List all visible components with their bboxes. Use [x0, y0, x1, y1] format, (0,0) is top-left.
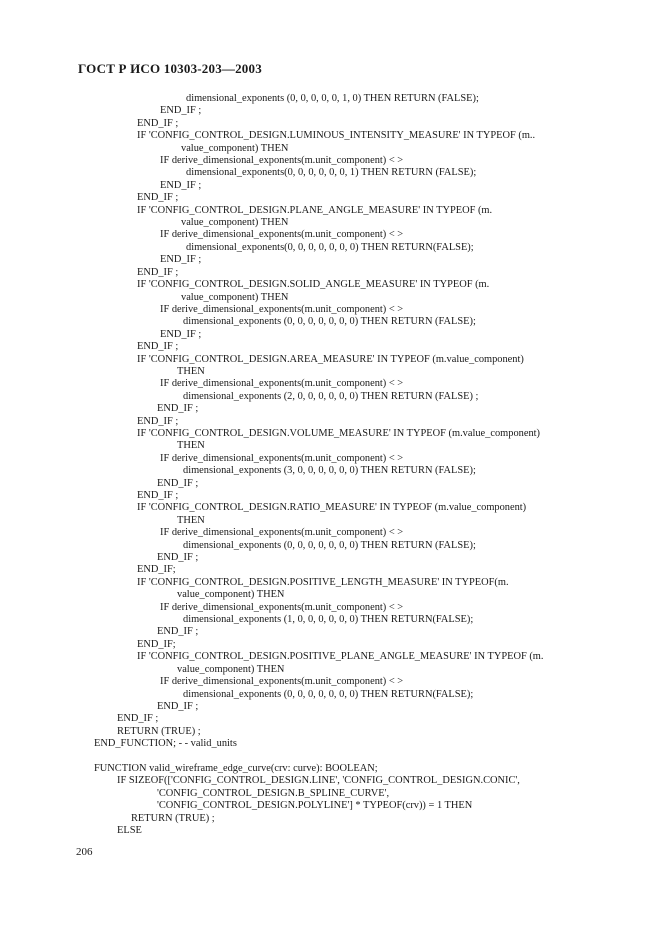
code-line — [0, 552, 661, 564]
code-line-text: END_IF ; — [157, 403, 199, 415]
code-line — [0, 180, 661, 192]
code-line-text: END_IF ; — [157, 477, 199, 489]
code-line — [0, 354, 661, 366]
code-line — [0, 130, 661, 142]
code-line — [0, 589, 661, 601]
code-line-text: END_IF ; — [160, 179, 202, 191]
code-line — [0, 689, 661, 701]
code-line — [0, 651, 661, 663]
code-line-text: END_IF ; — [157, 700, 199, 712]
code-line — [0, 292, 661, 304]
code-line — [0, 267, 661, 279]
code-line-text: END_IF ; — [160, 254, 202, 266]
code-line-text: IF derive_dimensional_exponents(m.unit_component) < > — [160, 527, 404, 539]
code-line-text: value_component) THEN — [177, 663, 285, 675]
code-line-text: IF 'CONFIG_CONTROL_DESIGN.RATIO_MEASURE' IN TYPEOF (m.value_component) — [137, 502, 527, 514]
code-line-text: IF 'CONFIG_CONTROL_DESIGN.LUMINOUS_INTENSITY_MEASURE' IN TYPEOF (m.. — [137, 130, 536, 142]
code-line — [0, 316, 661, 328]
code-line-text: dimensional_exponents (0, 0, 0, 0, 0, 1, 0) THEN RETURN (FALSE); — [186, 93, 479, 104]
code-line-text: value_component) THEN — [181, 217, 289, 229]
code-line — [0, 279, 661, 291]
code-line-text: END_FUNCTION; - - valid_units — [94, 738, 237, 750]
code-line-text: THEN — [177, 365, 205, 377]
code-line-text: END_IF ; — [157, 552, 199, 564]
code-line-text: FUNCTION valid_wireframe_edge_curve(crv: curve): BOOLEAN; — [94, 762, 378, 774]
code-line-text: IF 'CONFIG_CONTROL_DESIGN.VOLUME_MEASURE' IN TYPEOF (m.value_component) — [137, 427, 540, 439]
code-line — [0, 515, 661, 527]
code-line — [0, 713, 661, 725]
code-line — [0, 428, 661, 440]
code-line-text: THEN — [177, 440, 205, 452]
code-line-text: dimensional_exponents (0, 0, 0, 0, 0, 0, 0) THEN RETURN (FALSE); — [183, 316, 476, 328]
code-line-text: IF derive_dimensional_exponents(m.unit_component) < > — [160, 303, 404, 315]
code-line — [0, 440, 661, 452]
code-line — [0, 254, 661, 266]
code-line-text: IF SIZEOF(['CONFIG_CONTROL_DESIGN.LINE', 'CONFIG_CONTROL_DESIGN.CONIC', — [117, 775, 520, 787]
code-line-text: END_IF ; — [117, 713, 159, 725]
code-line — [0, 490, 661, 502]
code-line — [0, 155, 661, 167]
code-line — [0, 143, 661, 155]
code-line-text: dimensional_exponents (3, 0, 0, 0, 0, 0, 0) THEN RETURN (FALSE); — [183, 465, 476, 477]
code-line — [0, 304, 661, 316]
page-number: 206 — [76, 846, 93, 858]
code-line — [0, 763, 661, 775]
code-line — [0, 242, 661, 254]
code-line — [0, 788, 661, 800]
code-line — [0, 167, 661, 179]
code-line — [0, 453, 661, 465]
code-line — [0, 205, 661, 217]
code-line-text: dimensional_exponents (1, 0, 0, 0, 0, 0, 0) THEN RETURN(FALSE); — [183, 614, 474, 626]
code-line-text: IF derive_dimensional_exponents(m.unit_component) < > — [160, 452, 404, 464]
code-listing — [0, 93, 661, 837]
code-line-text: END_IF ; — [137, 415, 179, 427]
code-line-text: dimensional_exponents(0, 0, 0, 0, 0, 0, 0) THEN RETURN(FALSE); — [186, 241, 474, 253]
code-line — [0, 813, 661, 825]
code-line — [0, 540, 661, 552]
code-line-text: END_IF; — [137, 564, 176, 576]
code-line — [0, 602, 661, 614]
code-line — [0, 118, 661, 130]
code-line-text: IF derive_dimensional_exponents(m.unit_component) < > — [160, 676, 404, 688]
code-line-text: 'CONFIG_CONTROL_DESIGN.B_SPLINE_CURVE', — [157, 787, 390, 799]
code-line-text: value_component) THEN — [177, 589, 285, 601]
code-line — [0, 564, 661, 576]
code-line-text: 'CONFIG_CONTROL_DESIGN.POLYLINE'] * TYPEOF(crv)) = 1 THEN — [157, 800, 473, 812]
code-line — [0, 577, 661, 589]
code-line — [0, 465, 661, 477]
code-line-text: IF 'CONFIG_CONTROL_DESIGN.PLANE_ANGLE_MEASURE' IN TYPEOF (m. — [137, 204, 493, 216]
code-line — [0, 639, 661, 651]
code-line-text: dimensional_exponents(0, 0, 0, 0, 0, 0, 1) THEN RETURN (FALSE); — [186, 167, 477, 179]
code-line-text: END_IF; — [137, 638, 176, 650]
code-line-text: THEN — [177, 514, 205, 526]
code-line-text: IF derive_dimensional_exponents(m.unit_component) < > — [160, 229, 404, 241]
code-line — [0, 93, 661, 105]
code-line-text: value_component) THEN — [181, 142, 289, 154]
code-line — [0, 701, 661, 713]
code-line-text: ELSE — [117, 824, 142, 836]
code-line-text: IF 'CONFIG_CONTROL_DESIGN.AREA_MEASURE' IN TYPEOF (m.value_component) — [137, 353, 524, 365]
code-line — [0, 626, 661, 638]
code-line — [0, 751, 661, 763]
code-line-text: dimensional_exponents (0, 0, 0, 0, 0, 0, 0) THEN RETURN(FALSE); — [183, 688, 474, 700]
code-line — [0, 229, 661, 241]
code-line-text: RETURN (TRUE) ; — [131, 812, 215, 824]
code-line-text: END_IF ; — [137, 117, 179, 129]
code-line — [0, 341, 661, 353]
code-line-text: IF derive_dimensional_exponents(m.unit_component) < > — [160, 378, 404, 390]
code-line-text: IF derive_dimensional_exponents(m.unit_component) < > — [160, 155, 404, 167]
code-line — [0, 391, 661, 403]
code-line — [0, 403, 661, 415]
code-line-text: IF 'CONFIG_CONTROL_DESIGN.POSITIVE_LENGTH_MEASURE' IN TYPEOF(m. — [137, 576, 509, 588]
code-line — [0, 217, 661, 229]
code-line — [0, 527, 661, 539]
code-line-text: END_IF ; — [160, 328, 202, 340]
code-line — [0, 825, 661, 837]
code-line — [0, 800, 661, 812]
code-line-text: END_IF ; — [137, 341, 179, 353]
code-line — [0, 775, 661, 787]
code-line — [0, 664, 661, 676]
code-line-text: END_IF ; — [137, 192, 179, 204]
code-line-text: IF 'CONFIG_CONTROL_DESIGN.POSITIVE_PLANE_ANGLE_MEASURE' IN TYPEOF (m. — [137, 651, 544, 663]
document-header: ГОСТ Р ИСО 10303-203—2003 — [78, 61, 262, 76]
code-line-text: END_IF ; — [160, 105, 202, 117]
code-line-text: IF 'CONFIG_CONTROL_DESIGN.SOLID_ANGLE_MEASURE' IN TYPEOF (m. — [137, 279, 490, 291]
code-line — [0, 329, 661, 341]
code-line — [0, 416, 661, 428]
code-line-text: IF derive_dimensional_exponents(m.unit_component) < > — [160, 601, 404, 613]
code-line-text: value_component) THEN — [181, 291, 289, 303]
code-line — [0, 105, 661, 117]
code-line-text: END_IF ; — [157, 626, 199, 638]
code-line-text: dimensional_exponents (0, 0, 0, 0, 0, 0, 0) THEN RETURN (FALSE); — [183, 539, 476, 551]
code-line — [0, 614, 661, 626]
code-line — [0, 502, 661, 514]
code-line — [0, 378, 661, 390]
code-line — [0, 192, 661, 204]
code-line — [0, 478, 661, 490]
code-line-text: END_IF ; — [137, 266, 179, 278]
code-line — [0, 676, 661, 688]
code-line — [0, 726, 661, 738]
code-line-text: RETURN (TRUE) ; — [117, 725, 201, 737]
code-line — [0, 738, 661, 750]
code-line-text: dimensional_exponents (2, 0, 0, 0, 0, 0, 0) THEN RETURN (FALSE) ; — [183, 390, 479, 402]
code-line-text: END_IF ; — [137, 490, 179, 501]
code-line — [0, 366, 661, 378]
